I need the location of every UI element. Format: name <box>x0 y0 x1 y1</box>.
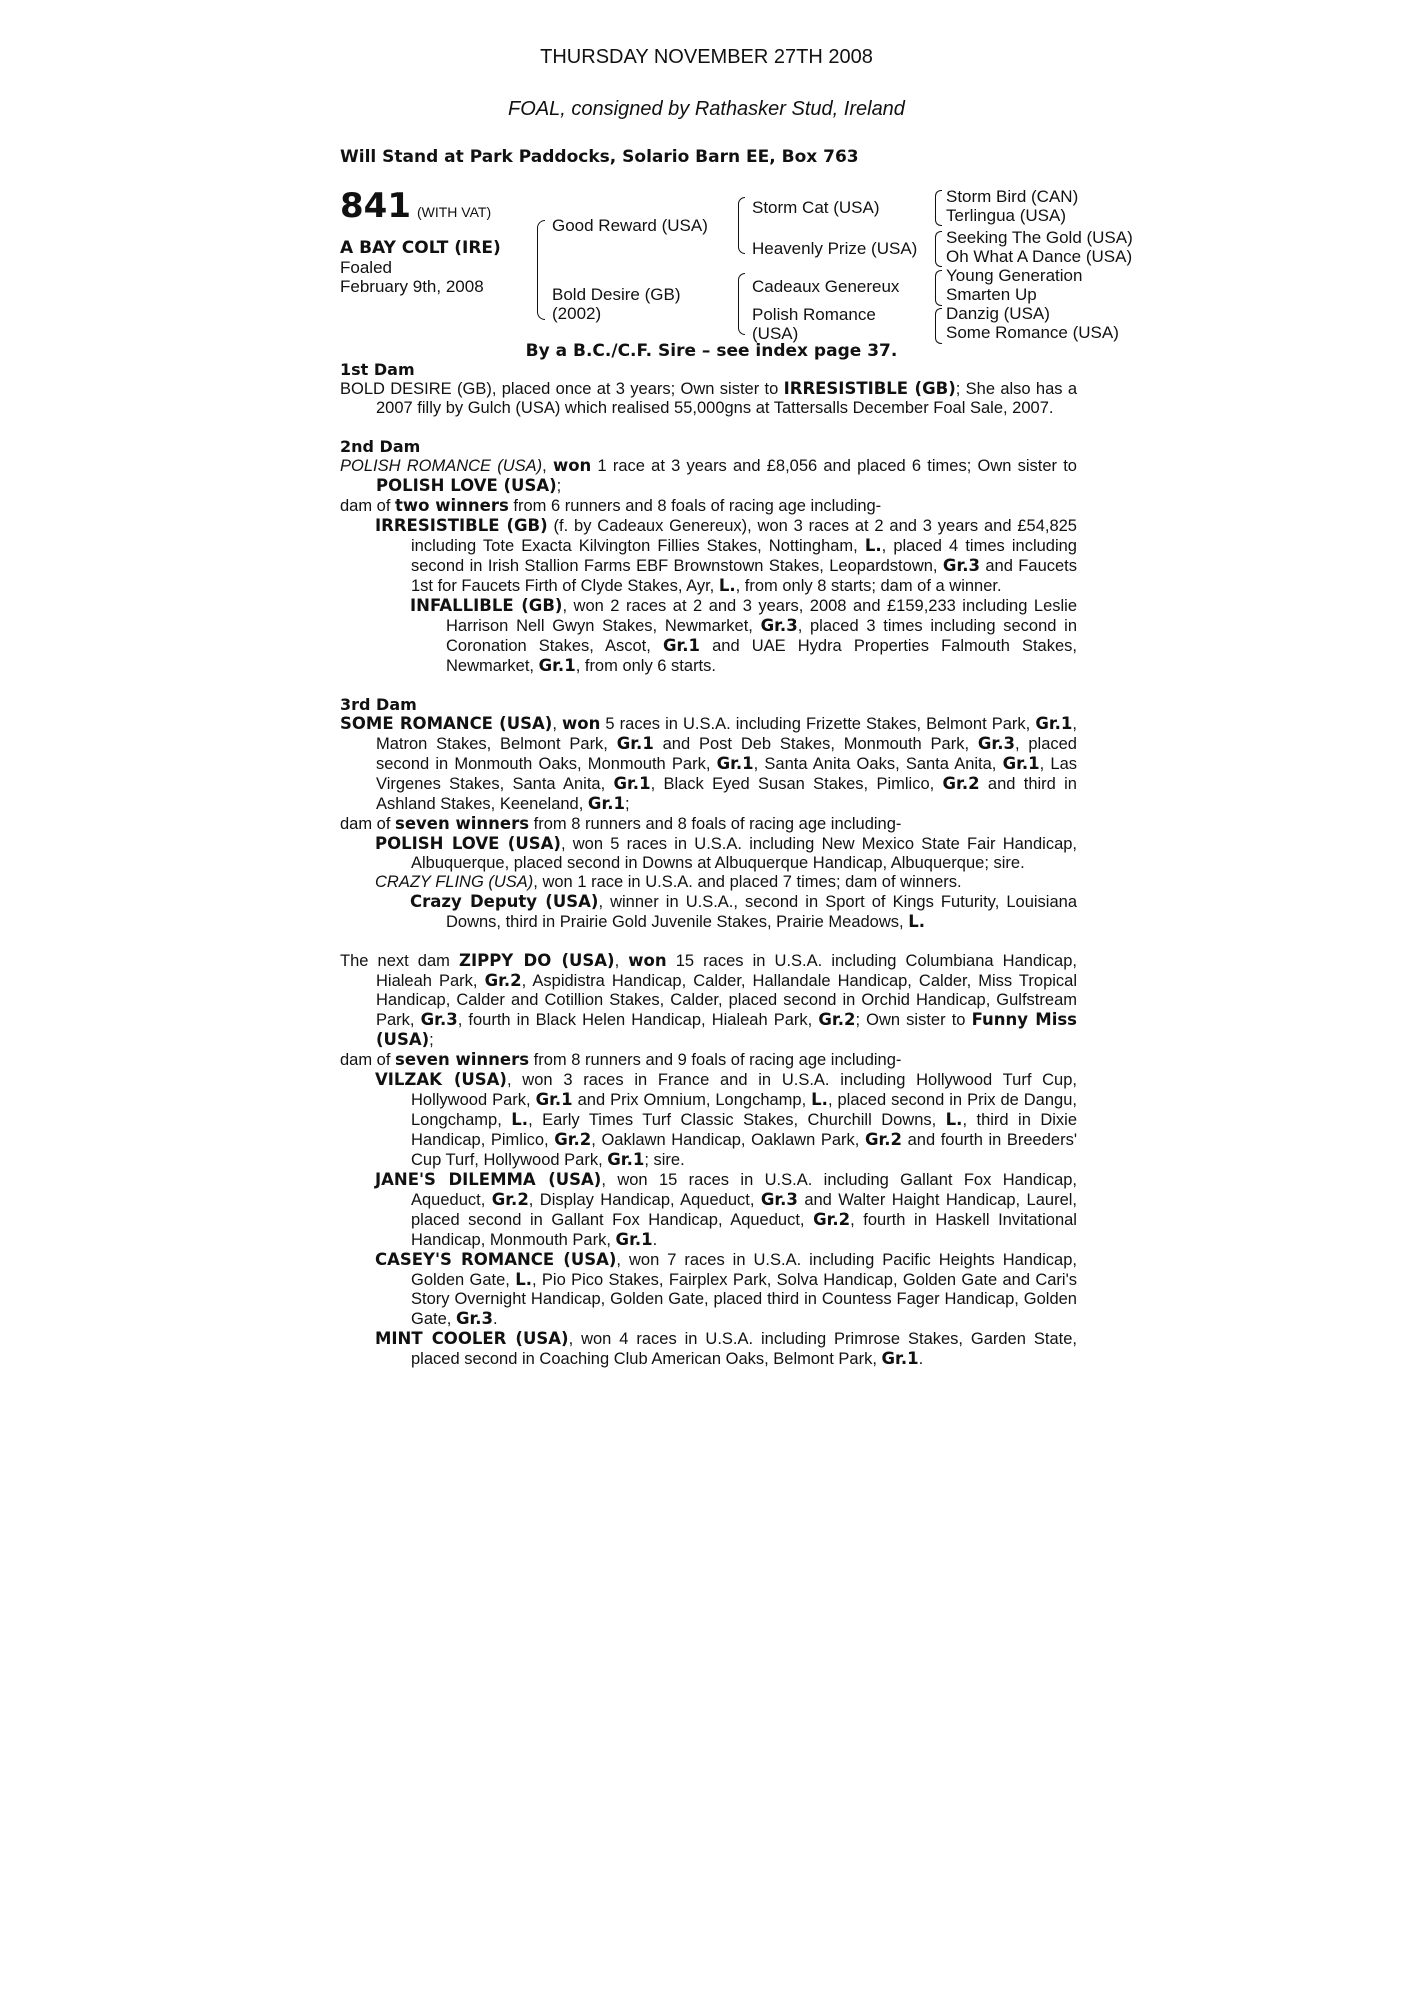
lot-header <box>340 186 491 226</box>
produce-entry <box>340 1070 1077 1170</box>
text: dam of <box>340 815 396 833</box>
second-dam-produce <box>340 496 1077 516</box>
text: , won 15 races in U.S.A. including Gallant Fox Handicap, Aqueduct, <box>411 1171 1078 1209</box>
winners-count: two winners <box>395 496 509 515</box>
brace <box>935 308 942 344</box>
foaled-label: Foaled <box>340 258 392 277</box>
text: . <box>652 1231 658 1249</box>
text: (f. by Cadeaux Genereux), won 3 races at 2 and 3 years and £54,825 including Tote Exacta Kilvington Fillies Stakes, Nottingham, <box>411 517 1077 555</box>
grade: Gr.2 <box>942 774 980 793</box>
second-dam-paragraph: POLISH ROMANCE (USA), won 1 race at 3 years and £8,056 and placed 6 times; Own sister to POLISH LOVE (USA); <box>340 456 1077 495</box>
horse-name: Crazy Deputy (USA) <box>410 892 599 911</box>
text: , winner in U.S.A., second in Sport of Kings Futurity, Louisiana Downs, third in Prairie Gold Juvenile Stakes, Prairie Meadows, <box>446 893 1078 931</box>
text: The next dam <box>340 952 459 970</box>
brace <box>537 220 545 320</box>
grade: Gr.3 <box>942 556 980 575</box>
next-dam-paragraph: The next dam ZIPPY DO (USA), won 15 races in U.S.A. including Columbiana Handicap, Hialeah Park, Gr.2, Aspidistra Handicap, Calder, Hallandale Handicap, Calder, Miss Tropical Handicap, Calder and Cotillion Stakes, Calder, placed second in Orchid Handicap, Gulfstream Park, Gr.3, fourth in Black Helen Handicap, Hialeah Park, Gr.2; Own sister to Funny Miss (USA); <box>340 951 1077 1049</box>
text: , Oaklawn Handicap, Oaklawn Park, <box>591 1131 865 1149</box>
text: , Early Times Turf Classic Stakes, Churchill Downs, <box>528 1111 946 1129</box>
lot-name: A BAY COLT (IRE) <box>340 238 501 258</box>
second-dam-heading: 2nd Dam <box>340 437 421 456</box>
brace <box>738 273 745 335</box>
text: , from only 6 starts. <box>575 657 716 675</box>
text: , placed 4 times including second in Irish Stallion Farms EBF Brownstown Stakes, Leopardstown, <box>411 537 1077 575</box>
grade: Gr.1 <box>1002 754 1040 773</box>
horse-name: POLISH LOVE (USA) <box>375 834 561 853</box>
text: ; <box>429 1031 434 1049</box>
grade: Gr.3 <box>455 1309 494 1328</box>
winners-count: seven winners <box>395 814 530 833</box>
pedigree-g1: Storm Bird (CAN) <box>946 187 1079 206</box>
text: ; <box>624 795 630 813</box>
produce-entry <box>340 1170 1077 1250</box>
horse-name: CRAZY FLING (USA) <box>375 873 534 891</box>
horse-name: POLISH ROMANCE (USA) <box>340 457 543 475</box>
stand-location: Will Stand at Park Paddocks, Solario Barn EE, Box 763 <box>340 147 859 167</box>
text: and Walter Haight Handicap, Laurel, placed second in Gallant Fox Handicap, Aqueduct, <box>411 1191 1077 1229</box>
text: , fourth in Black Helen Handicap, Hialeah Park, <box>457 1011 819 1029</box>
pedigree-g3: Seeking The Gold (USA) <box>946 228 1133 247</box>
horse-name: JANE'S DILEMMA (USA) <box>375 1170 602 1189</box>
text: , Display Handicap, Aqueduct, <box>528 1191 761 1209</box>
grade: Gr.2 <box>818 1010 856 1029</box>
horse-name: IRRESISTIBLE (GB) <box>375 516 548 535</box>
lot-number: 841 <box>340 186 411 226</box>
text: ; <box>556 477 562 495</box>
grade: L. <box>908 912 925 931</box>
text: . <box>493 1310 498 1328</box>
text: 5 races in U.S.A. including Frizette Stakes, Belmont Park, <box>600 715 1036 733</box>
foaled-date: February 9th, 2008 <box>340 277 484 296</box>
text: and Post Deb Stakes, Monmouth Park, <box>653 735 978 753</box>
text: , won 2 races at 2 and 3 years, 2008 and £159,233 including Leslie Harrison Nell Gwyn Stakes, Newmarket, <box>446 597 1078 635</box>
text: and Faucets 1st for Faucets Firth of Clyde Stakes, Ayr, <box>411 557 1078 595</box>
grade: Gr.3 <box>420 1010 458 1029</box>
grade: Gr.3 <box>977 734 1015 753</box>
grade: L. <box>864 536 882 555</box>
grade: L. <box>515 1270 532 1289</box>
text: ; She also has a 2007 filly by Gulch (USA) which realised 55,000gns at Tattersalls December Foal Sale, 2007. <box>376 380 1078 417</box>
text: dam of <box>340 497 396 515</box>
pedigree-g4: Oh What A Dance (USA) <box>946 247 1133 266</box>
text: from 6 runners and 8 foals of racing age including- <box>508 497 882 515</box>
horse-name: VILZAK (USA) <box>375 1070 507 1089</box>
grade: Gr.1 <box>607 1150 645 1169</box>
text: 15 races in U.S.A. including Columbiana Handicap, Hialeah Park, <box>376 952 1077 990</box>
grade: Gr.1 <box>613 774 651 793</box>
horse-name: INFALLIBLE (GB) <box>410 596 563 615</box>
text: BOLD DESIRE (GB), placed once at 3 years; Own sister to <box>340 380 784 398</box>
brace <box>935 270 942 306</box>
grade: Gr.1 <box>535 1090 573 1109</box>
vat-note: (WITH VAT) <box>416 204 492 220</box>
produce-entry <box>340 596 1077 676</box>
sale-date: THURSDAY NOVEMBER 27TH 2008 <box>540 46 873 68</box>
text: , placed second in Monmouth Oaks, Monmouth Park, <box>376 735 1077 773</box>
text: , Las Virgenes Stakes, Santa Anita, <box>376 755 1077 793</box>
grade: L. <box>511 1110 529 1129</box>
pedigree-notes <box>340 360 1077 1369</box>
text: , Santa Anita Oaks, Santa Anita, <box>753 755 1003 773</box>
text: dam of <box>340 1051 396 1069</box>
horse-name: Funny Miss (USA) <box>376 1010 1077 1049</box>
text: . <box>918 1350 924 1368</box>
grade: Gr.1 <box>1035 714 1073 733</box>
text: from 8 runners and 8 foals of racing age including- <box>529 815 902 833</box>
text: , third in Dixie Handicap, Pimlico, <box>411 1111 1077 1149</box>
text: from 8 runners and 9 foals of racing age including- <box>529 1051 902 1069</box>
text: , from only 8 starts; dam of a winner. <box>735 577 1002 595</box>
grade: Gr.1 <box>662 636 701 655</box>
text: 1 race at 3 years and £8,056 and placed 6 times; Own sister to <box>591 457 1077 475</box>
pedigree-g2: Terlingua (USA) <box>946 206 1066 225</box>
text: and Prix Omnium, Longchamp, <box>572 1091 812 1109</box>
grade: Gr.1 <box>716 754 754 773</box>
grade: Gr.1 <box>615 1230 653 1249</box>
text: , Pio Pico Stakes, Fairplex Park, Solva Handicap, Golden Gate and Cari's Story Overnight Handicap, Golden Gate, placed third in Countess Fager Handicap, Golden Gate, <box>411 1271 1077 1328</box>
text: , Black Eyed Susan Stakes, Pimlico, <box>650 775 943 793</box>
grade: Gr.1 <box>881 1349 919 1368</box>
grade: Gr.1 <box>616 734 654 753</box>
horse-name: MINT COOLER (USA) <box>375 1329 569 1348</box>
text: ; sire. <box>644 1151 685 1169</box>
pedigree-dam-year: (2002) <box>552 304 602 323</box>
pedigree-g8: Some Romance (USA) <box>946 323 1119 342</box>
produce-entry <box>340 1329 1077 1369</box>
text: , won 1 race in U.S.A. and placed 7 times; dam of winners. <box>533 873 962 891</box>
grade: Gr.3 <box>760 616 798 635</box>
grade: L. <box>945 1110 963 1129</box>
pedigree-sire-dam: Heavenly Prize (USA) <box>752 239 918 258</box>
text: , won 4 races in U.S.A. including Primrose Stakes, Garden State, placed second in Coaching Club American Oaks, Belmont Park, <box>411 1330 1077 1368</box>
first-dam-paragraph <box>340 379 1077 418</box>
produce-entry <box>340 873 1077 892</box>
produce-entry <box>340 834 1077 873</box>
third-dam-paragraph: SOME ROMANCE (USA), won 5 races in U.S.A. including Frizette Stakes, Belmont Park, Gr.1, Matron Stakes, Belmont Park, Gr.1 and Post Deb Stakes, Monmouth Park, Gr.3, placed second in Monmouth Oaks, Monmouth Park, Gr.1, Santa Anita Oaks, Santa Anita, Gr.1, Las Virgenes Stakes, Santa Anita, Gr.1, Black Eyed Susan Stakes, Pimlico, Gr.2 and third in Ashland Stakes, Keeneland, Gr.1; <box>340 714 1077 813</box>
third-dam-produce <box>340 814 1077 834</box>
text: and third in Ashland Stakes, Keeneland, <box>376 775 1077 813</box>
brace <box>935 190 942 226</box>
grade: Gr.3 <box>760 1190 798 1209</box>
pedigree-dam-dam-origin: (USA) <box>752 324 799 343</box>
text: and fourth in Breeders' Cup Turf, Hollywood Park, <box>411 1131 1077 1169</box>
grade: Gr.2 <box>864 1130 903 1149</box>
won-label: won <box>562 714 601 733</box>
produce-entry <box>340 1250 1077 1329</box>
pedigree-g7: Danzig (USA) <box>946 304 1050 323</box>
grade: Gr.2 <box>484 971 522 990</box>
won-label: won <box>552 456 592 475</box>
brace <box>935 231 942 267</box>
text: , fourth in Haskell Invitational Handicap, Monmouth Park, <box>411 1211 1077 1249</box>
text: , won 7 races in U.S.A. including Pacific Heights Handicap, Golden Gate, <box>411 1251 1077 1289</box>
text: , Matron Stakes, Belmont Park, <box>376 715 1077 753</box>
first-dam-heading: 1st Dam <box>340 360 415 379</box>
grade: Gr.1 <box>587 794 625 813</box>
consignor-line: FOAL, consigned by Rathasker Stud, Ireland <box>508 98 905 120</box>
text: , placed 3 times including second in Coronation Stakes, Ascot, <box>446 617 1077 655</box>
text: , won 3 races in France and in U.S.A. including Hollywood Turf Cup, Hollywood Park, <box>411 1071 1077 1109</box>
pedigree-dam: Bold Desire (GB) <box>552 285 681 304</box>
brace <box>738 197 745 254</box>
grade: L. <box>718 576 736 595</box>
horse-name: ZIPPY DO (USA) <box>459 951 615 970</box>
next-dam-produce <box>340 1050 1077 1070</box>
pedigree-sire: Good Reward (USA) <box>552 216 708 235</box>
produce-entry <box>340 516 1077 596</box>
grade: Gr.1 <box>538 656 576 675</box>
sire-index-note: By a B.C./C.F. Sire – see index page 37. <box>525 341 898 361</box>
pedigree-g5: Young Generation <box>946 266 1083 285</box>
horse-name: IRRESISTIBLE (GB) <box>783 379 956 398</box>
text: and UAE Hydra Properties Falmouth Stakes, Newmarket, <box>446 637 1077 675</box>
grade: L. <box>811 1090 828 1109</box>
produce-entry <box>340 892 1077 932</box>
grade: Gr.2 <box>813 1210 851 1229</box>
won-label: won <box>628 951 667 970</box>
winners-count: seven winners <box>395 1050 530 1069</box>
horse-name: CASEY'S ROMANCE (USA) <box>375 1250 617 1269</box>
text: , won 5 races in U.S.A. including New Mexico State Fair Handicap, Albuquerque, placed second in Downs at Albuquerque Handicap, Albuquerque; sire. <box>411 835 1078 872</box>
spacer <box>340 418 1077 437</box>
text: , placed second in Prix de Dangu, Longchamp, <box>411 1091 1077 1129</box>
spacer <box>340 932 1077 951</box>
pedigree-g6: Smarten Up <box>946 285 1037 304</box>
text: ; Own sister to <box>855 1011 972 1029</box>
third-dam-heading: 3rd Dam <box>340 695 417 714</box>
horse-name: POLISH LOVE (USA) <box>376 476 557 495</box>
spacer <box>340 676 1077 695</box>
horse-name: SOME ROMANCE (USA) <box>340 714 553 733</box>
text: , Aspidistra Handicap, Calder, Hallandale Handicap, Calder, Miss Tropical Handicap, Calder and Cotillion Stakes, Calder, placed second in Orchid Handicap, Gulfstream Park, <box>376 972 1077 1029</box>
pedigree-sire-sire: Storm Cat (USA) <box>752 198 880 217</box>
grade: Gr.2 <box>491 1190 529 1209</box>
grade: Gr.2 <box>554 1130 592 1149</box>
pedigree-dam-sire: Cadeaux Genereux <box>752 277 900 296</box>
pedigree-dam-dam: Polish Romance <box>752 305 876 324</box>
